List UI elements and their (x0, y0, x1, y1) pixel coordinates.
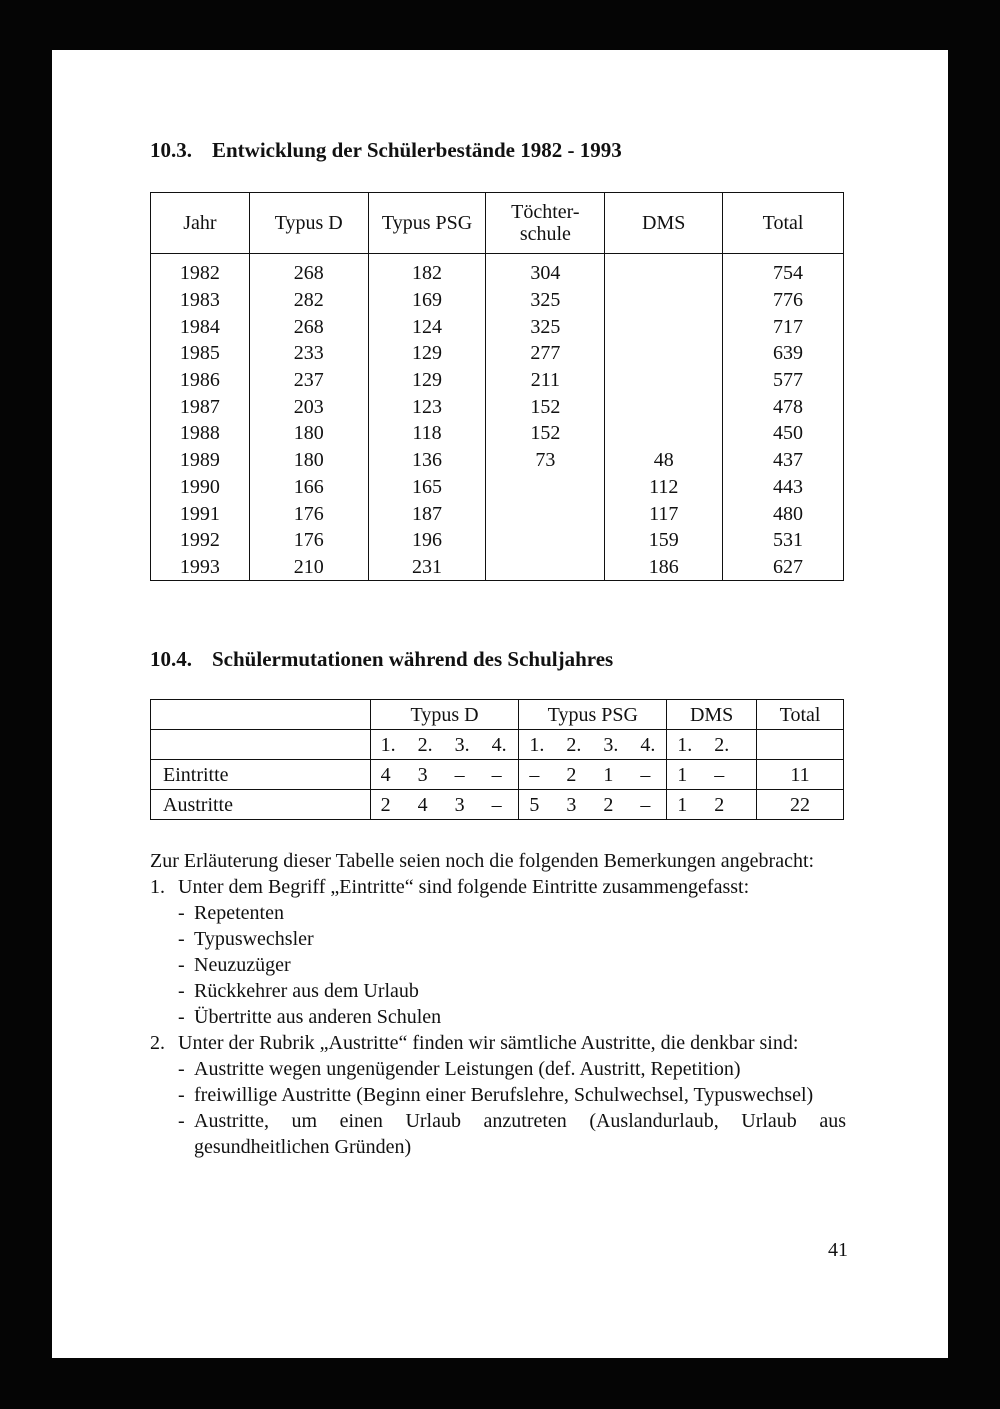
cell-jahr: 1988 (151, 420, 250, 447)
cell-toechterschule: 325 (486, 287, 605, 314)
header-toechterschule-line1: Töchter- (511, 201, 580, 223)
subheader-d (370, 730, 519, 760)
empty-label-cell (151, 730, 371, 760)
sub-item-text: Rückkehrer aus dem Urlaub (194, 980, 419, 1002)
table-row (151, 527, 844, 554)
list-item-1 (150, 874, 846, 1030)
table-row (151, 367, 844, 394)
cell-jahr: 1985 (151, 340, 250, 367)
cell-total: 577 (723, 367, 844, 394)
table-row (151, 474, 844, 501)
value-cell: 4 (380, 763, 391, 786)
cell-typus-psg: 187 (368, 500, 486, 527)
bullet-dash: - (178, 1058, 185, 1080)
sub-item-text: Neuzuzüger (194, 954, 291, 976)
value-cell: 5 (529, 793, 540, 816)
cell-total: 776 (723, 287, 844, 314)
subheader-cell: 2. (566, 733, 582, 756)
class-header-row (151, 730, 844, 760)
sub-item-text: Austritte, um einen Urlaub anzutreten (Auslandurlaub, Urlaub aus gesundheitlichen Gründen) (194, 1110, 846, 1158)
cell-toechterschule (486, 527, 605, 554)
document-page (52, 50, 948, 1358)
empty-total-cell (757, 730, 844, 760)
value-cell: – (529, 763, 540, 786)
sub-item (178, 1056, 846, 1082)
cell-typus-d: 233 (249, 340, 368, 367)
section-heading-10-4 (150, 647, 613, 672)
page-number: 41 (828, 1239, 848, 1261)
group-typus-d: Typus D (370, 700, 519, 730)
cell-typus-d: 176 (249, 500, 368, 527)
cell-typus-psg: 169 (368, 287, 486, 314)
cell-dms: 159 (605, 527, 723, 554)
cell-typus-d: 237 (249, 367, 368, 394)
table-row (151, 420, 844, 447)
bullet-dash: - (178, 1006, 185, 1028)
list-item-2 (150, 1030, 846, 1160)
value-cell: 1 (603, 763, 614, 786)
empty-corner-cell (151, 700, 371, 730)
row-label: Austritte (151, 790, 371, 820)
cell-toechterschule: 211 (486, 367, 605, 394)
list-item-text: Unter dem Begriff „Eintritte“ sind folgende Eintritte zusammengefasst: (178, 876, 750, 898)
table-row (151, 254, 844, 287)
row-total: 22 (757, 790, 844, 820)
value-cell: 2 (566, 763, 577, 786)
header-jahr: Jahr (151, 193, 250, 254)
subheader-cell: 1. (677, 733, 693, 756)
value-cell: – (491, 763, 502, 786)
list-number: 1. (150, 876, 165, 898)
subheader-cell: 1. (529, 733, 545, 756)
cell-dms (605, 340, 723, 367)
cell-typus-d: 180 (249, 420, 368, 447)
cell-typus-psg: 196 (368, 527, 486, 554)
cell-dms: 112 (605, 474, 723, 501)
cell-typus-psg: 231 (368, 554, 486, 581)
sub-item (178, 952, 846, 978)
section-number: 10.3. (150, 138, 192, 162)
group-dms: DMS (667, 700, 757, 730)
cell-toechterschule: 325 (486, 313, 605, 340)
row-total: 11 (757, 760, 844, 790)
cell-toechterschule: 304 (486, 254, 605, 287)
eintritte-row (151, 760, 844, 790)
cell-dms (605, 420, 723, 447)
cell-typus-psg: 165 (368, 474, 486, 501)
values-d (370, 790, 519, 820)
values-dms (667, 760, 757, 790)
cell-jahr: 1989 (151, 447, 250, 474)
bullet-dash: - (178, 980, 185, 1002)
value-cell: – (640, 763, 651, 786)
cell-typus-psg: 136 (368, 447, 486, 474)
cell-total: 480 (723, 500, 844, 527)
explanation-text (150, 848, 846, 1160)
group-typus-psg: Typus PSG (519, 700, 667, 730)
header-typus-d: Typus D (249, 193, 368, 254)
cell-total: 443 (723, 474, 844, 501)
sub-item (178, 1108, 846, 1160)
student-mutations-table (150, 699, 844, 820)
table-row (151, 554, 844, 581)
cell-jahr: 1990 (151, 474, 250, 501)
cell-typus-d: 166 (249, 474, 368, 501)
sub-item-text: freiwillige Austritte (Beginn einer Berufslehre, Schulwechsel, Typuswechsel) (194, 1084, 814, 1106)
sub-item-text: Austritte wegen ungenügender Leistungen (def. Austritt, Repetition) (194, 1058, 741, 1080)
cell-total: 754 (723, 254, 844, 287)
intro-paragraph: Zur Erläuterung dieser Tabelle seien noch die folgenden Bemerkungen angebracht: (150, 850, 815, 872)
cell-typus-psg: 129 (368, 340, 486, 367)
cell-total: 717 (723, 313, 844, 340)
value-cell: 3 (454, 793, 465, 816)
cell-typus-d: 203 (249, 393, 368, 420)
section-title: Entwicklung der Schülerbestände 1982 - 1993 (212, 138, 622, 162)
cell-total: 450 (723, 420, 844, 447)
values-psg (519, 790, 667, 820)
cell-typus-d: 180 (249, 447, 368, 474)
sub-item (178, 978, 846, 1004)
value-cell: 2 (714, 793, 725, 816)
bullet-dash: - (178, 902, 185, 924)
subheader-cell: 3. (603, 733, 619, 756)
value-cell: 2 (603, 793, 614, 816)
value-cell: 3 (417, 763, 428, 786)
subheader-cell: 3. (454, 733, 470, 756)
values-psg (519, 760, 667, 790)
subheader-cell: 2. (714, 733, 730, 756)
sub-item-text: Repetenten (194, 902, 284, 924)
cell-typus-psg: 124 (368, 313, 486, 340)
cell-toechterschule: 152 (486, 420, 605, 447)
cell-typus-d: 210 (249, 554, 368, 581)
cell-jahr: 1991 (151, 500, 250, 527)
sub-item (178, 900, 846, 926)
cell-jahr: 1982 (151, 254, 250, 287)
cell-toechterschule: 152 (486, 393, 605, 420)
cell-total: 437 (723, 447, 844, 474)
cell-toechterschule (486, 554, 605, 581)
sub-item-text: Typuswechsler (194, 928, 314, 950)
subheader-cell: 4. (491, 733, 507, 756)
cell-typus-d: 268 (249, 254, 368, 287)
group-header-row (151, 700, 844, 730)
cell-toechterschule: 73 (486, 447, 605, 474)
table-header-row (151, 193, 844, 254)
cell-dms: 48 (605, 447, 723, 474)
cell-toechterschule (486, 474, 605, 501)
value-cell: – (714, 763, 725, 786)
value-cell: – (640, 793, 651, 816)
value-cell: 1 (677, 793, 688, 816)
value-cell: 3 (566, 793, 577, 816)
subheader-cell: 2. (417, 733, 433, 756)
bullet-dash: - (178, 954, 185, 976)
table-row (151, 340, 844, 367)
cell-dms: 186 (605, 554, 723, 581)
value-cell: – (454, 763, 465, 786)
table-row (151, 313, 844, 340)
bullet-dash: - (178, 928, 185, 950)
cell-dms (605, 254, 723, 287)
table-row (151, 287, 844, 314)
value-cell: 4 (417, 793, 428, 816)
table-row (151, 500, 844, 527)
bullet-dash: - (178, 1084, 185, 1106)
values-dms (667, 790, 757, 820)
section-heading-10-3 (150, 138, 622, 163)
header-total: Total (723, 193, 844, 254)
subheader-cell: 1. (380, 733, 396, 756)
values-d (370, 760, 519, 790)
value-cell: – (491, 793, 502, 816)
cell-total: 531 (723, 527, 844, 554)
cell-toechterschule: 277 (486, 340, 605, 367)
cell-jahr: 1986 (151, 367, 250, 394)
group-total: Total (757, 700, 844, 730)
section-number: 10.4. (150, 647, 192, 671)
table-row (151, 393, 844, 420)
header-toechterschule-line2: schule (519, 223, 571, 245)
cell-jahr: 1983 (151, 287, 250, 314)
value-cell: 1 (677, 763, 688, 786)
sub-item (178, 1082, 846, 1108)
bullet-dash: - (178, 1110, 185, 1132)
cell-total: 639 (723, 340, 844, 367)
cell-toechterschule (486, 500, 605, 527)
list-item-text: Unter der Rubrik „Austritte“ finden wir sämtliche Austritte, die denkbar sind: (178, 1032, 799, 1054)
austritte-row (151, 790, 844, 820)
cell-dms (605, 313, 723, 340)
cell-jahr: 1987 (151, 393, 250, 420)
header-toechterschule (486, 193, 605, 254)
header-dms: DMS (605, 193, 723, 254)
cell-typus-psg: 182 (368, 254, 486, 287)
table-body (151, 254, 844, 581)
cell-total: 627 (723, 554, 844, 581)
row-label: Eintritte (151, 760, 371, 790)
subheader-cell: 4. (640, 733, 656, 756)
cell-jahr: 1992 (151, 527, 250, 554)
cell-typus-psg: 118 (368, 420, 486, 447)
value-cell: 2 (380, 793, 391, 816)
header-typus-psg: Typus PSG (368, 193, 486, 254)
subheader-psg (519, 730, 667, 760)
student-numbers-table (150, 192, 844, 581)
table-row (151, 447, 844, 474)
cell-jahr: 1993 (151, 554, 250, 581)
sub-item (178, 1004, 846, 1030)
cell-jahr: 1984 (151, 313, 250, 340)
cell-typus-psg: 123 (368, 393, 486, 420)
cell-typus-d: 282 (249, 287, 368, 314)
cell-dms (605, 287, 723, 314)
section-title: Schülermutationen während des Schuljahres (212, 647, 614, 671)
cell-typus-d: 176 (249, 527, 368, 554)
subheader-dms (667, 730, 757, 760)
cell-total: 478 (723, 393, 844, 420)
cell-dms: 117 (605, 500, 723, 527)
cell-dms (605, 367, 723, 394)
sub-item-text: Übertritte aus anderen Schulen (194, 1006, 442, 1028)
cell-typus-psg: 129 (368, 367, 486, 394)
cell-dms (605, 393, 723, 420)
list-number: 2. (150, 1032, 165, 1054)
cell-typus-d: 268 (249, 313, 368, 340)
sub-item (178, 926, 846, 952)
